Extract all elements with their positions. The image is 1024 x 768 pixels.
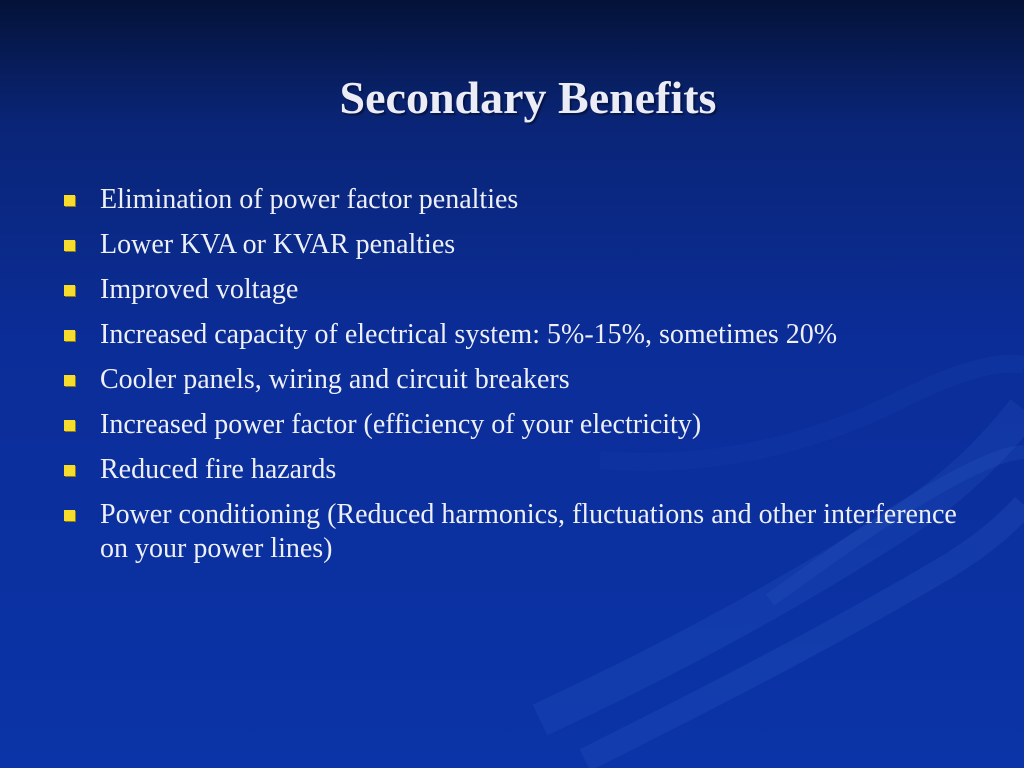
square-bullet-icon (64, 420, 75, 431)
list-item (62, 408, 987, 442)
list-item (62, 228, 987, 262)
square-bullet-icon (64, 375, 75, 386)
bullet-text: Cooler panels, wiring and circuit breakers (100, 364, 570, 395)
square-bullet-icon (64, 285, 75, 296)
bullet-text: Power conditioning (Reduced harmonics, fluctuations and other interference on your power lines) (100, 499, 957, 564)
list-item (62, 183, 987, 217)
list-item (62, 318, 987, 352)
list-item (62, 498, 987, 566)
square-bullet-icon (64, 330, 75, 341)
square-bullet-icon (64, 195, 75, 206)
square-bullet-icon (64, 240, 75, 251)
bullet-text: Increased capacity of electrical system: 5%-15%, sometimes 20% (100, 319, 838, 350)
bullet-text: Improved voltage (100, 274, 299, 305)
bullet-text: Reduced fire hazards (100, 454, 337, 485)
square-bullet-icon (64, 465, 75, 476)
bullet-text: Lower KVA or KVAR penalties (100, 229, 456, 260)
list-item (62, 363, 987, 397)
list-item (62, 453, 987, 487)
bullet-text: Increased power factor (efficiency of your electricity) (100, 409, 702, 440)
benefits-list (62, 183, 987, 577)
list-item (62, 273, 987, 307)
square-bullet-icon (64, 510, 75, 521)
slide-title: Secondary Benefits (339, 72, 717, 123)
bullet-text: Elimination of power factor penalties (100, 184, 519, 215)
